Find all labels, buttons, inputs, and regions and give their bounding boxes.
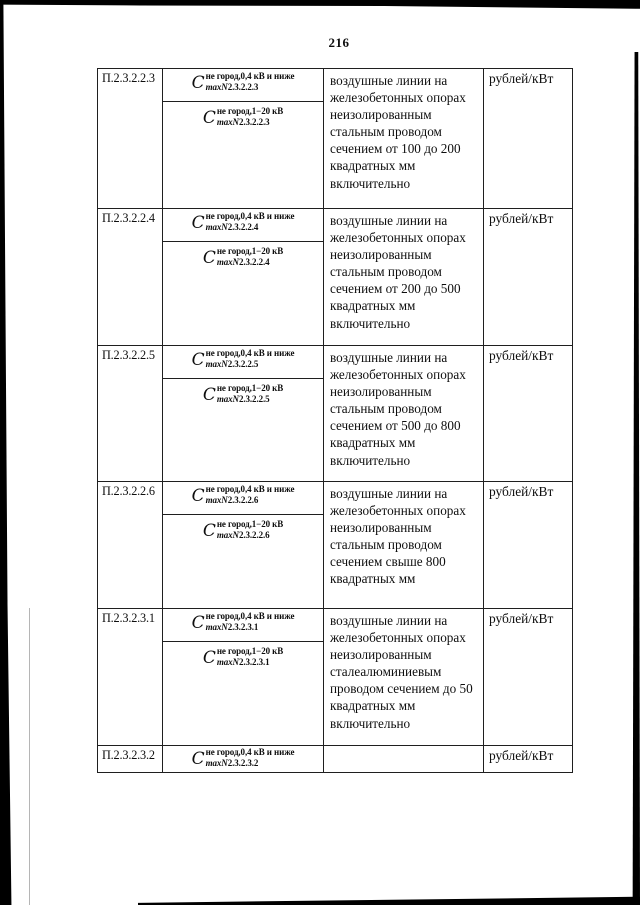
row-unit: рублей/кВт	[484, 746, 573, 773]
page-number: 216	[328, 35, 350, 50]
row-description: воздушные линии на железобетонных опорах неизолированным стальным проводом сечением от 200 до 500 квадратных мм включительно	[324, 209, 484, 346]
row-unit: рублей/кВт	[484, 209, 573, 346]
formula-superscript: не город,0,4 кВ и ниже	[205, 348, 295, 358]
scan-artifact-top-edge	[0, 0, 640, 10]
formula-upper	[163, 209, 323, 242]
row-description: воздушные линии на железобетонных опорах неизолированным стальным проводом сечением от 500 до 800 квадратных мм включительно	[324, 346, 484, 482]
formula	[192, 71, 295, 92]
formula	[203, 246, 283, 267]
row-unit: рублей/кВт	[484, 609, 573, 746]
formula	[203, 646, 283, 667]
formula-upper	[163, 746, 323, 768]
row-formulas	[163, 609, 324, 746]
formula-subscript: maxN2.3.2.2.3	[205, 81, 259, 92]
row-unit: рублей/кВт	[484, 482, 573, 609]
table-row	[98, 69, 573, 209]
scan-artifact-left-edge	[0, 0, 13, 905]
formula-lower	[163, 379, 323, 404]
row-formulas	[163, 69, 324, 209]
formula-symbol: C	[202, 648, 216, 668]
formula	[192, 211, 295, 232]
table-row	[98, 346, 573, 482]
formula	[203, 106, 283, 127]
formula-symbol: C	[191, 73, 205, 93]
formula-superscript: не город,1−20 кВ	[216, 246, 284, 256]
formula-superscript: не город,1−20 кВ	[216, 106, 284, 116]
row-code: П.2.3.2.2.5	[98, 346, 163, 482]
table-row	[98, 746, 573, 773]
formula	[192, 611, 295, 632]
formula-symbol: C	[191, 613, 205, 633]
formula-superscript: не город,1−20 кВ	[216, 646, 284, 656]
row-code: П.2.3.2.3.2	[98, 746, 163, 773]
row-code: П.2.3.2.2.3	[98, 69, 163, 209]
formula-symbol: C	[202, 248, 216, 268]
formula-subscript: maxN2.3.2.2.6	[216, 529, 270, 540]
row-unit: рублей/кВт	[484, 346, 573, 482]
formula-subscript: maxN2.3.2.3.1	[205, 621, 259, 632]
formula-subscript: maxN2.3.2.2.4	[216, 256, 270, 267]
formula-upper	[163, 609, 323, 642]
formula-superscript: не город,0,4 кВ и ниже	[205, 71, 295, 81]
row-description: воздушные линии на железобетонных опорах неизолированным сталеалюминиевым проводом сечением до 50 квадратных мм включительно	[324, 609, 484, 746]
formula-symbol: C	[191, 350, 205, 370]
formula-symbol: C	[202, 521, 216, 541]
formula-upper	[163, 482, 323, 515]
row-description: воздушные линии на железобетонных опорах неизолированным стальным проводом сечением от 100 до 200 квадратных мм включительно	[324, 69, 484, 209]
formula-upper	[163, 69, 323, 102]
table-row	[98, 609, 573, 746]
formula	[192, 348, 295, 369]
formula-superscript: не город,1−20 кВ	[216, 383, 284, 393]
row-code: П.2.3.2.2.6	[98, 482, 163, 609]
formula-symbol: C	[191, 213, 205, 233]
formula	[203, 383, 283, 404]
formula-subscript: maxN2.3.2.2.3	[216, 116, 270, 127]
row-code: П.2.3.2.3.1	[98, 609, 163, 746]
scan-artifact-fold-line	[29, 608, 30, 905]
formula-subscript: maxN2.3.2.2.5	[216, 393, 270, 404]
row-formulas	[163, 346, 324, 482]
scan-artifact-right-edge	[632, 52, 640, 905]
scan-artifact-bottom-edge	[138, 896, 640, 905]
row-code: П.2.3.2.2.4	[98, 209, 163, 346]
formula-superscript: не город,0,4 кВ и ниже	[205, 611, 295, 621]
formula	[192, 747, 295, 768]
formula-subscript: maxN2.3.2.2.4	[205, 221, 259, 232]
formula-lower	[163, 102, 323, 127]
formula-superscript: не город,0,4 кВ и ниже	[205, 484, 295, 494]
row-formulas	[163, 746, 324, 773]
row-description: воздушные линии на железобетонных опорах неизолированным стальным проводом сечением свыше 800 квадратных мм	[324, 482, 484, 609]
formula	[203, 519, 283, 540]
formula-symbol: C	[202, 108, 216, 128]
table-row	[98, 482, 573, 609]
row-description	[324, 746, 484, 773]
formula-superscript: не город,1−20 кВ	[216, 519, 284, 529]
row-unit: рублей/кВт	[484, 69, 573, 209]
formula-symbol: C	[202, 385, 216, 405]
formula-lower	[163, 515, 323, 540]
row-formulas	[163, 482, 324, 609]
formula-symbol: C	[191, 486, 205, 506]
formula-lower	[163, 642, 323, 667]
tariff-table	[97, 68, 573, 773]
formula-symbol: C	[191, 749, 205, 769]
formula-subscript: maxN2.3.2.3.1	[216, 656, 270, 667]
formula-subscript: maxN2.3.2.2.5	[205, 358, 259, 369]
formula-superscript: не город,0,4 кВ и ниже	[205, 211, 295, 221]
formula	[192, 484, 295, 505]
formula-subscript: maxN2.3.2.3.2	[205, 757, 259, 768]
row-formulas	[163, 209, 324, 346]
table-row	[98, 209, 573, 346]
formula-superscript: не город,0,4 кВ и ниже	[205, 747, 295, 757]
formula-lower	[163, 242, 323, 267]
formula-upper	[163, 346, 323, 379]
formula-subscript: maxN2.3.2.2.6	[205, 494, 259, 505]
